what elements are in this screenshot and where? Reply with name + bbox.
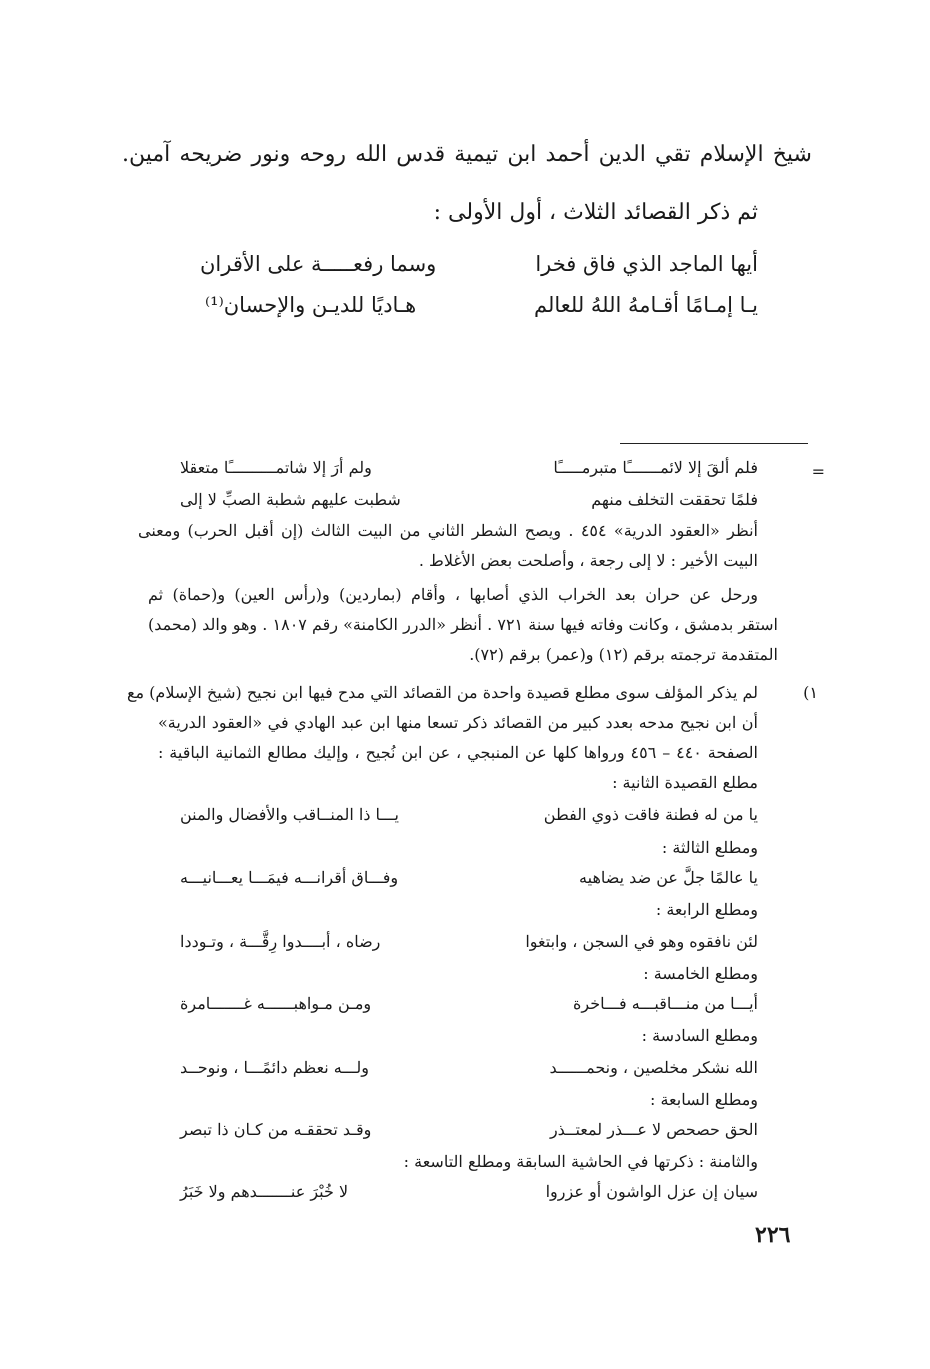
poem-right-hemistich: الحق حصحص لا عـــذر لمعتــذر [549,1120,758,1139]
poem-right-hemistich: لئن نافقوه وهو في السجن ، وابتغوا [525,932,758,951]
footnote-1-marker: ١) [803,683,818,702]
poem-left-hemistich: وفـــاق أقرانـــه فيمَـــا يعـــانيـــه [180,868,399,887]
poem-heading: ومطلع السادسة : [641,1026,758,1045]
page-number: ٢٢٦ [755,1222,791,1248]
poem-right-hemistich: يا عالمًا جلَّ عن ضد يضاهيه [579,868,758,887]
verse-2-left-hemistich: هـاديًا للديـن والإحسان⁽¹⁾ [205,293,417,317]
poem-heading: ومطلع الرابعة : [655,900,758,919]
poem-heading: ومطلع السابعة : [649,1090,758,1109]
footnote-verse-1-left: ولم أرَ إلا شاتمــــــــــًا متعقلا [180,458,372,477]
poem-heading: ومطلع الثالثة : [661,838,758,857]
poem-heading: مطلع القصيدة الثانية : [612,773,758,792]
poem-left-hemistich: وقـد تحققـه من كـان ذا تبصر [180,1120,372,1139]
footnote-1-line: أن ابن نجيح مدحه بعدد كبير من القصائد ذكر تسعا منها ابن عبد الهادي في «العقود الدرية» [158,713,758,732]
footnote-1-line: الصفحة ٤٤٠ – ٤٥٦ ورواها كلها عن المنبجي ، عن ابن نُجيح ، وإليك مطالع الثمانية الباقية : [158,743,758,762]
footnote-verse-2-left: شطبت عليهم شطبة الصبِّ لا إلى [180,490,401,509]
poem-left-hemistich: ولـــه نعظم دائمًـــا ، ونوحــد [180,1058,370,1077]
verse-1-right-hemistich: أيها الماجد الذي فاق فخرا [535,252,758,276]
main-text-line-2: ثم ذكر القصائد الثلاث ، أول الأولى : [433,200,758,225]
poem-left-hemistich: يـــا ذا المنــاقب والأفضال والمنن [180,805,399,824]
poem-heading: والثامنة : ذكرتها في الحاشية السابقة ومطلع التاسعة : [403,1152,758,1171]
poem-right-hemistich: سيان إن عزل الواشون أو عزروا [545,1182,758,1201]
poem-left-hemistich: ومـن مـواهبــــــه غـــــــامرة [180,994,372,1013]
footnote-1-line: لم يذكر المؤلف سوى مطلع قصيدة واحدة من القصائد التي مدح فيها ابن نجيح (شيخ الإسلام) مع [127,683,758,702]
verse-2-right-hemistich: يـا إمـامًا أقـامهُ اللهُ للعالم [533,293,758,317]
footnote-separator [620,443,808,444]
footnote-line: البيت الأخير : لا إلى رجعة ، وأصلحت بعض الأغلاط . [418,551,758,570]
footnote-verse-2-right: فلمًا تحققت التخلف منهم [591,490,758,509]
footnote-verse-1-right: فلم ألقَ إلا لائمـــــــًا متبرمـــــًا [553,458,758,477]
poem-right-hemistich: أيـــا من منـــاقبـــه فـــاخرة [573,994,758,1013]
main-text-line-1: شيخ الإسلام تقي الدين أحمد ابن تيمية قدس الله روحه ونور ضريحه آمين. [122,142,812,167]
footnote-line: أنظر «العقود الدرية» ٤٥٤ . ويصح الشطر الثاني من البيت الثالث (إن أقبل الحرب) ومعنى [138,521,758,540]
continuation-marker: = [811,462,825,481]
poem-left-hemistich: لا خُبْرَ عنـــــــدهم ولا خَبَرُ [180,1182,349,1201]
footnote-line: المتقدمة ترجمته برقم (١٢) و(عمر) برقم (٧٢). [469,645,778,664]
poem-right-hemistich: يا من له فطنة فاقت ذوي الفطن [543,805,758,824]
poem-right-hemistich: الله نشكر مخلصين ، ونحمــــــد [549,1058,758,1077]
footnote-line: ورحل عن حران بعد الخراب الذي أصابها ، وأقام (بماردين) و(رأس العين) و(حماة) ثم [148,585,758,604]
poem-heading: ومطلع الخامسة : [643,964,758,983]
footnote-line: استقر بدمشق ، وكانت وفاته فيها سنة ٧٢١ . أنظر «الدرر الكامنة» رقم ١٨٠٧ . وهو والد (محمد) [148,615,779,634]
poem-left-hemistich: رضاه ، أبــــدوا رِقَّـــة ، وتـوددا [180,932,381,951]
verse-1-left-hemistich: وسما رفعـــــة على الأقران [200,252,437,276]
